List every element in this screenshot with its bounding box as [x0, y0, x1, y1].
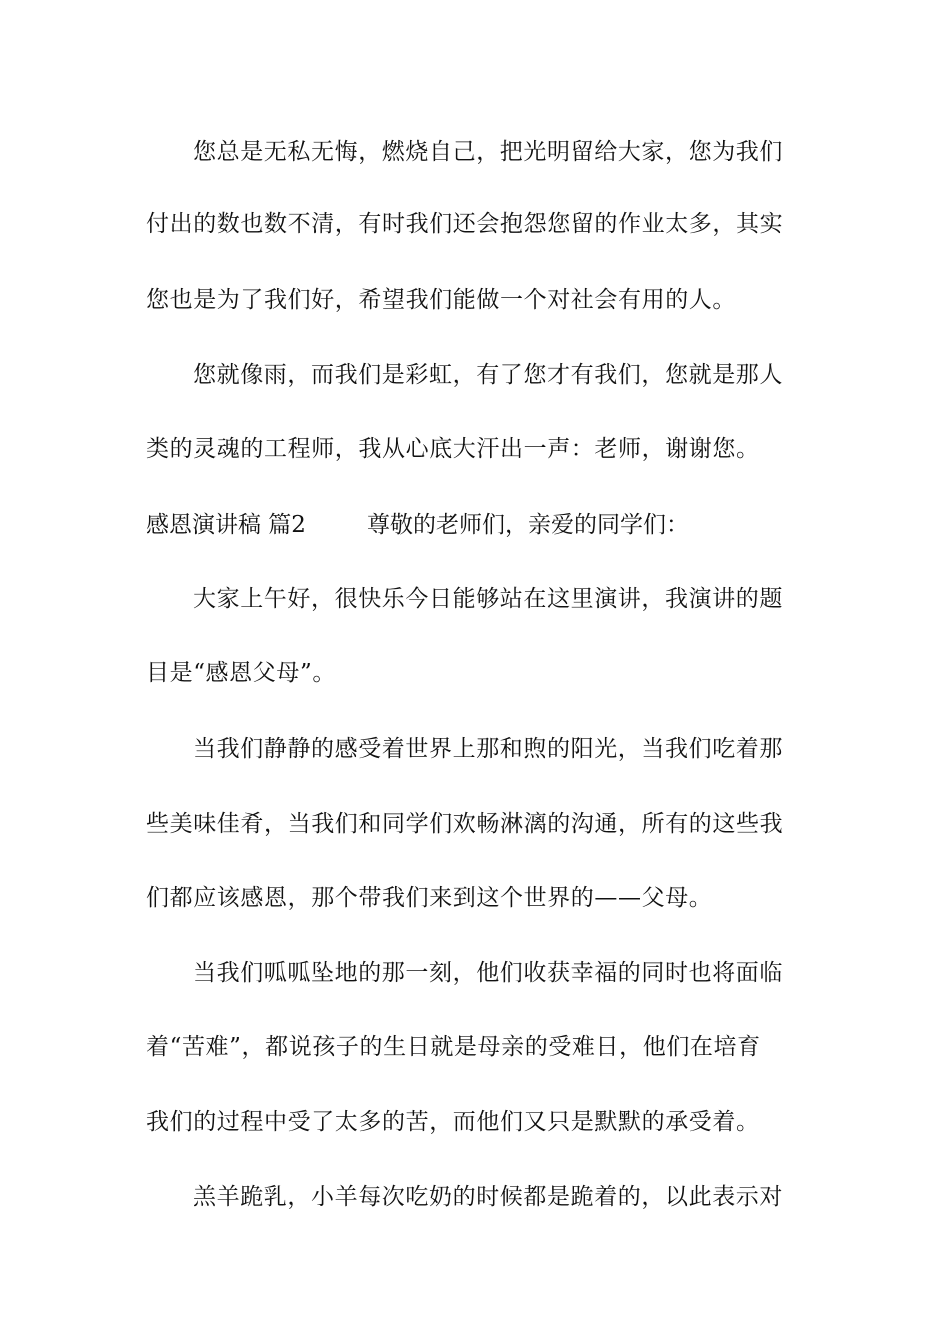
paragraph-1-line-3: 您也是为了我们好，希望我们能做一个对社会有用的人。 [146, 287, 736, 313]
paragraph-3-line-2: 目是“感恩父母”。 [146, 660, 336, 686]
paragraph-6-line-1: 羔羊跪乳，小羊每次吃奶的时候都是跪着的，以此表示对 [193, 1184, 783, 1210]
paragraph-2-line-2: 类的灵魂的工程师，我从心底大汗出一声：老师，谢谢您。 [146, 436, 760, 462]
paragraph-4-line-3: 们都应该感恩，那个带我们来到这个世界的——父母。 [146, 885, 713, 911]
paragraph-4-line-1: 当我们静静的感受着世界上那和煦的阳光，当我们吃着那 [193, 736, 783, 762]
section-2-greeting: 尊敬的老师们，亲爱的同学们： [367, 512, 689, 538]
section-2-title: 感恩演讲稿 篇2 [146, 512, 306, 538]
paragraph-5-line-3: 我们的过程中受了太多的苦，而他们又只是默默的承受着。 [146, 1109, 760, 1135]
paragraph-5-line-2: 着“苦难”，都说孩子的生日就是母亲的受难日，他们在培育 [146, 1034, 761, 1060]
paragraph-3-line-1: 大家上午好，很快乐今日能够站在这里演讲，我演讲的题 [193, 586, 783, 612]
section-2-heading [146, 509, 811, 541]
paragraph-2-line-1: 您就像雨，而我们是彩虹，有了您才有我们，您就是那人 [193, 362, 783, 388]
paragraph-5-line-1: 当我们呱呱坠地的那一刻，他们收获幸福的同时也将面临 [193, 960, 783, 986]
paragraph-4-line-2: 些美味佳肴，当我们和同学们欢畅淋漓的沟通，所有的这些我 [146, 811, 784, 837]
paragraph-1-line-2: 付出的数也数不清，有时我们还会抱怨您留的作业太多，其实 [146, 211, 784, 237]
paragraph-1-line-1: 您总是无私无悔，燃烧自己，把光明留给大家，您为我们 [193, 139, 783, 165]
